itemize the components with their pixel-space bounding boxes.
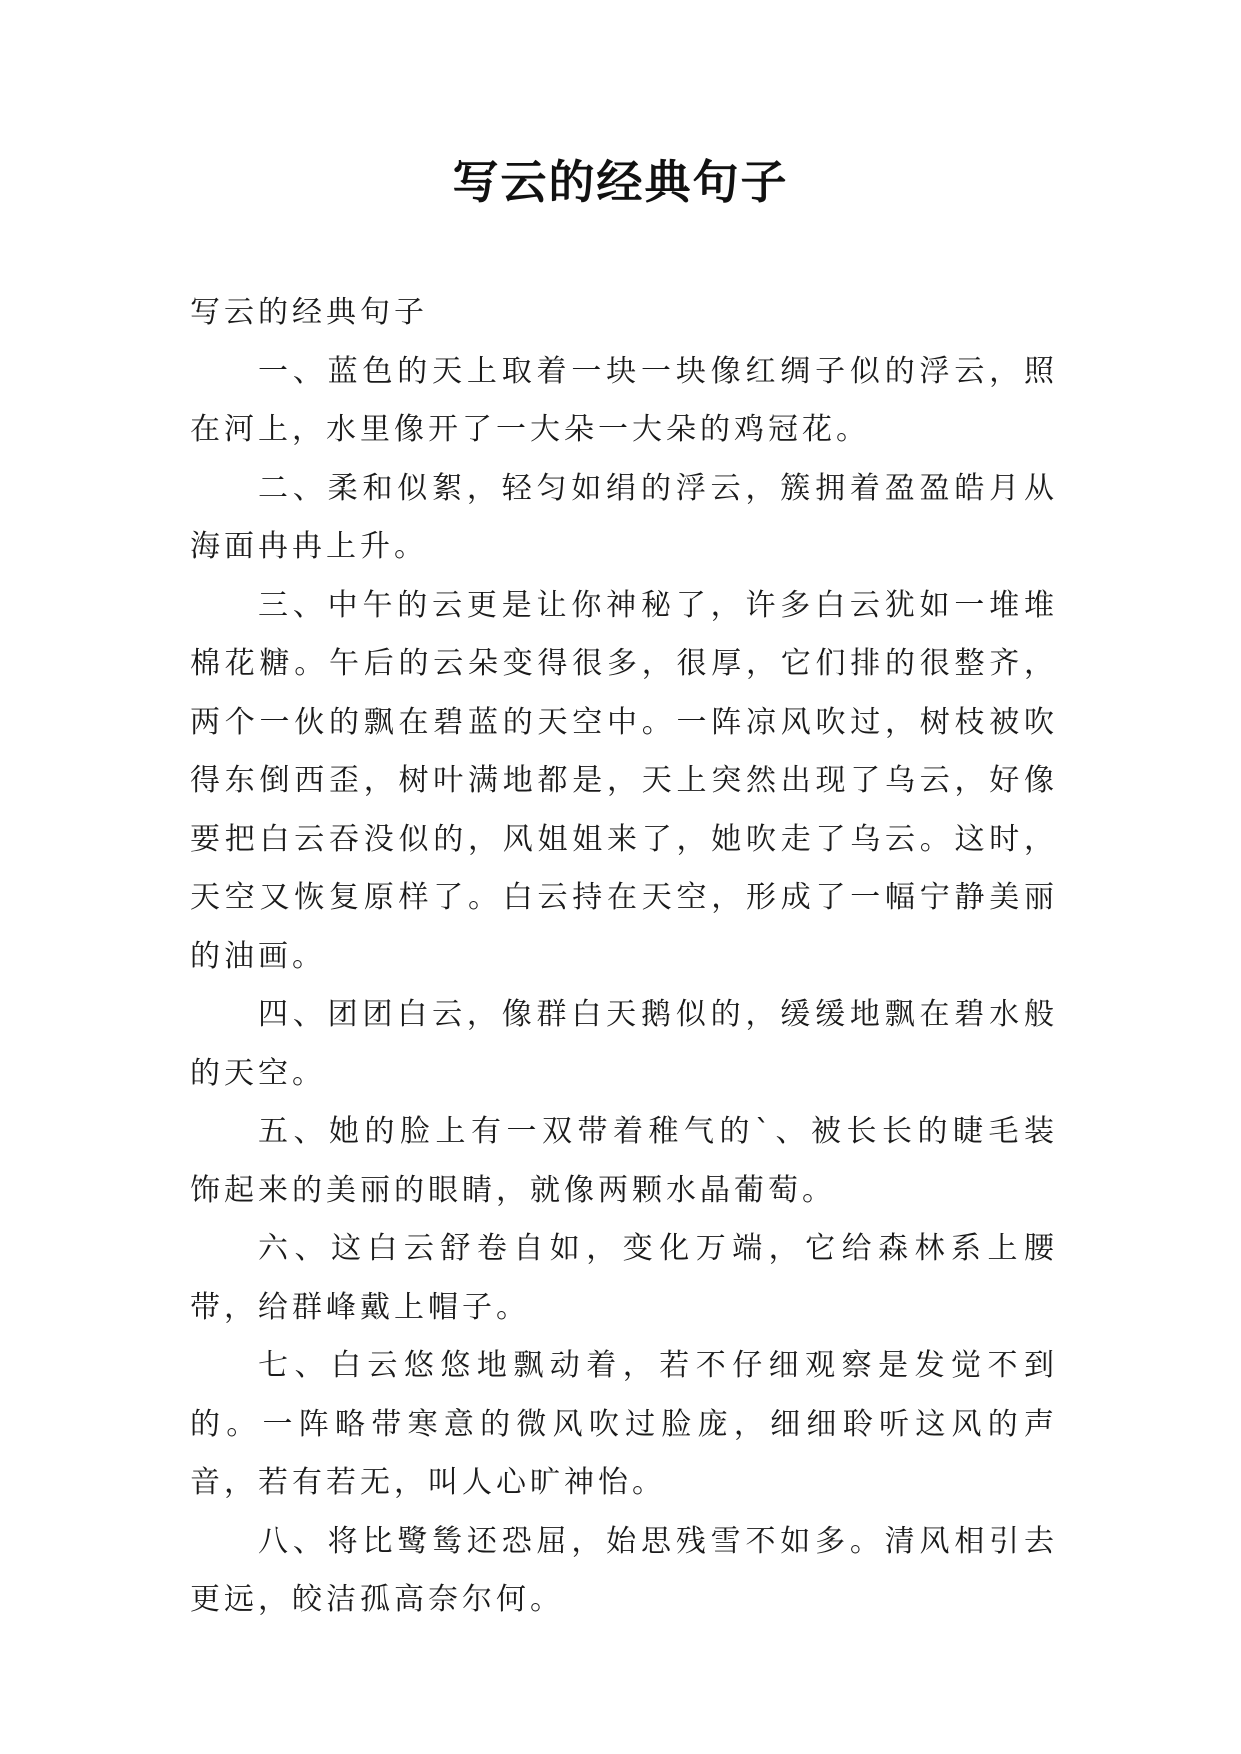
paragraph-4: 四、团团白云，像群白天鹅似的，缓缓地飘在碧水般的天空。 [190, 997, 1058, 1091]
paragraph-7: 七、白云悠悠地飘动着，若不仔细观察是发觉不到的。一阵略带寒意的微风吹过脸庞，细细聆听这风的声音，若有若无，叫人心旷神怡。 [190, 1348, 1058, 1500]
paragraph-3: 三、中午的云更是让你神秘了，许多白云犹如一堆堆棉花糖。午后的云朵变得很多，很厚，它们排的很整齐，两个一伙的飘在碧蓝的天空中。一阵凉风吹过，树枝被吹得东倒西歪，树叶满地都是，天上突然出现了乌云，好像要把白云吞没似的，风姐姐来了，她吹走了乌云。这时，天空又恢复原样了。白云持在天空，形成了一幅宁静美丽的油画。 [190, 587, 1058, 974]
paragraph-5: 五、她的脸上有一双带着稚气的`、被长长的睫毛装饰起来的美丽的眼睛，就像两颗水晶葡萄。 [190, 1114, 1058, 1208]
paragraph-8: 八、将比鹭鸶还恐屈，始思残雪不如多。清风相引去更远，皎洁孤高奈尔何。 [190, 1523, 1058, 1617]
paragraph-6: 六、这白云舒卷自如，变化万端，它给森林系上腰带，给群峰戴上帽子。 [190, 1231, 1058, 1325]
paragraph-1: 一、蓝色的天上取着一块一块像红绸子似的浮云，照在河上，水里像开了一大朵一大朵的鸡冠花。 [190, 353, 1058, 447]
paragraph-2: 二、柔和似絮，轻匀如绢的浮云，簇拥着盈盈皓月从海面冉冉上升。 [190, 470, 1058, 564]
document-body [190, 284, 1058, 1630]
document-subtitle: 写云的经典句子 [190, 295, 428, 330]
document-title: 写云的经典句子 [452, 155, 789, 209]
